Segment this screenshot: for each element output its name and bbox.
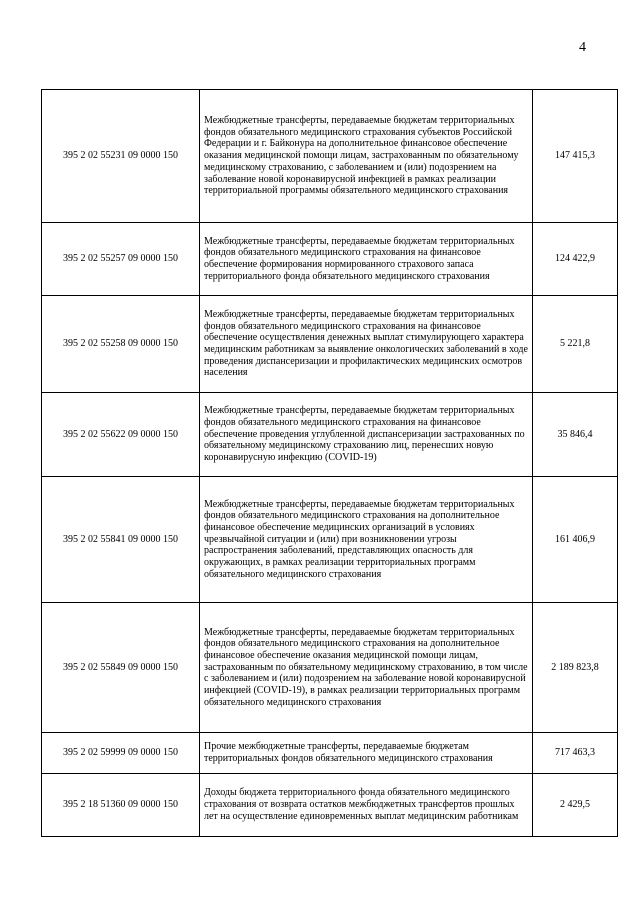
classification-code-cell: 395 2 02 55257 09 0000 150 bbox=[42, 223, 200, 296]
table-row bbox=[42, 774, 618, 837]
amount-cell: 2 429,5 bbox=[533, 774, 618, 837]
amount-cell: 147 415,3 bbox=[533, 90, 618, 223]
description-cell: Межбюджетные трансферты, передаваемые бюджетам территориальных фондов обязательного медицинского страхования на дополнительное финансовое обеспечение медицинских организаций в условиях чрезвычайной ситуации и (или) при возникновении угрозы распространения заболеваний, представляющих опасность для окружающих, в рамках реализации территориальных программ обязательного медицинского страхования bbox=[200, 477, 533, 603]
description-cell: Межбюджетные трансферты, передаваемые бюджетам территориальных фондов обязательного медицинского страхования на финансовое обеспечение проведения углубленной диспансеризации застрахованных по обязательному медицинскому страхованию лиц, перенесших новую коронавирусную инфекцию (COVID-19) bbox=[200, 393, 533, 477]
amount-cell: 161 406,9 bbox=[533, 477, 618, 603]
classification-code-cell: 395 2 02 55258 09 0000 150 bbox=[42, 296, 200, 393]
classification-code-cell: 395 2 02 55231 09 0000 150 bbox=[42, 90, 200, 223]
table-row bbox=[42, 477, 618, 603]
classification-code-cell: 395 2 02 55622 09 0000 150 bbox=[42, 393, 200, 477]
classification-code-cell: 395 2 18 51360 09 0000 150 bbox=[42, 774, 200, 837]
description-cell: Межбюджетные трансферты, передаваемые бюджетам территориальных фондов обязательного медицинского страхования на финансовое обеспечение осуществления денежных выплат стимулирующего характера медицинским работникам за выявление онкологических заболеваний в ходе проведения диспансеризации и профилактических медицинских осмотров населения bbox=[200, 296, 533, 393]
table-row bbox=[42, 393, 618, 477]
amount-cell: 35 846,4 bbox=[533, 393, 618, 477]
description-cell: Межбюджетные трансферты, передаваемые бюджетам территориальных фондов обязательного медицинского страхования на финансовое обеспечение формирования нормированного страхового запаса территориального фонда обязательного медицинского страхования bbox=[200, 223, 533, 296]
amount-cell: 717 463,3 bbox=[533, 733, 618, 774]
description-cell: Доходы бюджета территориального фонда обязательного медицинского страхования от возврата остатков межбюджетных трансфертов прошлых лет на осуществление единовременных выплат медицинским работникам bbox=[200, 774, 533, 837]
table-row bbox=[42, 603, 618, 733]
classification-code-cell: 395 2 02 55849 09 0000 150 bbox=[42, 603, 200, 733]
description-cell: Межбюджетные трансферты, передаваемые бюджетам территориальных фондов обязательного медицинского страхования субъектов Российской Федерации и г. Байконура на дополнительное финансовое обеспечение оказания медицинской помощи лицам, застрахованным по обязательному медицинскому страхованию, с заболеванием и (или) подозрением на заболевание новой коронавирусной инфекцией в рамках реализации территориальной программы обязательного медицинского страхования bbox=[200, 90, 533, 223]
description-cell: Межбюджетные трансферты, передаваемые бюджетам территориальных фондов обязательного медицинского страхования на дополнительное финансовое обеспечение оказания медицинской помощи лицам, застрахованным по обязательному медицинскому страхованию, в том числе с заболеванием и (или) подозрением на заболевание новой коронавирусной инфекцией (COVID-19), в рамках реализации территориальных программ обязательного медицинского страхования bbox=[200, 603, 533, 733]
classification-code-cell: 395 2 02 55841 09 0000 150 bbox=[42, 477, 200, 603]
budget-revenue-table bbox=[41, 89, 618, 837]
amount-cell: 2 189 823,8 bbox=[533, 603, 618, 733]
amount-cell: 124 422,9 bbox=[533, 223, 618, 296]
table-row bbox=[42, 296, 618, 393]
table-row bbox=[42, 223, 618, 296]
table-row bbox=[42, 90, 618, 223]
classification-code-cell: 395 2 02 59999 09 0000 150 bbox=[42, 733, 200, 774]
table-row bbox=[42, 733, 618, 774]
amount-cell: 5 221,8 bbox=[533, 296, 618, 393]
page-number: 4 bbox=[579, 40, 586, 55]
description-cell: Прочие межбюджетные трансферты, передаваемые бюджетам территориальных фондов обязательного медицинского страхования bbox=[200, 733, 533, 774]
